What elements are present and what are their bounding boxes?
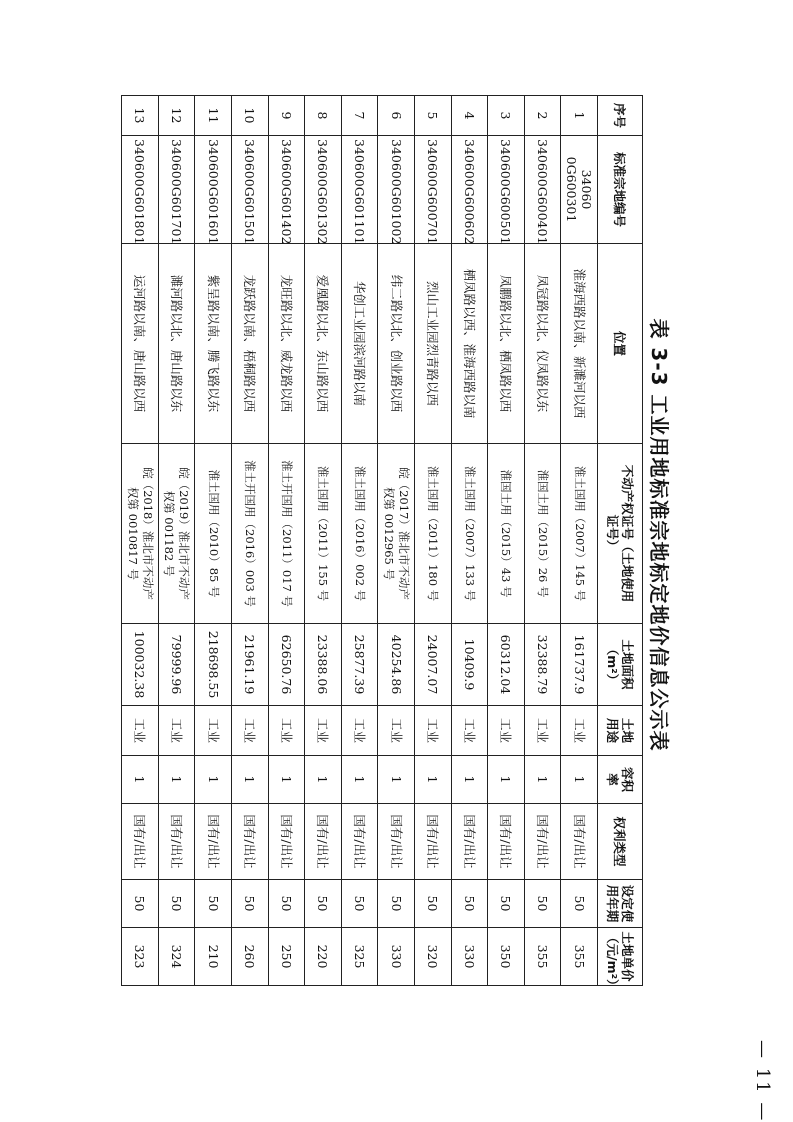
- cell-code: 340600G600602: [451, 136, 488, 244]
- cell-right: 国有/出让: [122, 804, 159, 880]
- cell-no: 11: [195, 96, 232, 136]
- table-header-row: [598, 96, 643, 986]
- cell-certificate-line1: 皖（2019）淮北市不动产: [177, 467, 192, 600]
- cell-right: 国有/出让: [488, 804, 525, 880]
- header-term-line2: 用年期: [605, 884, 620, 923]
- header-term-line1: 设定使: [620, 884, 635, 923]
- cell-certificate: [414, 444, 451, 624]
- table-row: [305, 96, 342, 986]
- cell-term: 50: [231, 880, 268, 928]
- cell-price: 355: [561, 928, 598, 986]
- cell-position: 纬二路以北、创业路以西: [378, 244, 415, 444]
- cell-far: 1: [524, 756, 561, 804]
- cell-price: 250: [268, 928, 305, 986]
- cell-use: 工业: [524, 706, 561, 756]
- cell-price: 210: [195, 928, 232, 986]
- cell-price: 320: [414, 928, 451, 986]
- cell-area: 10409.9: [451, 624, 488, 706]
- cell-far: 1: [158, 756, 195, 804]
- header-certificate: [598, 444, 643, 624]
- cell-position: 龙跃路以南、梧桐路以西: [231, 244, 268, 444]
- cell-right: 国有/出让: [341, 804, 378, 880]
- cell-right: 国有/出让: [378, 804, 415, 880]
- cell-right: 国有/出让: [305, 804, 342, 880]
- cell-term: 50: [561, 880, 598, 928]
- cell-certificate-line2: 权第 0010817 号: [125, 486, 140, 581]
- cell-area: 161737.9: [561, 624, 598, 706]
- cell-certificate-line1: 淮土国用（2007）133 号: [462, 465, 477, 602]
- cell-no: 1: [561, 96, 598, 136]
- cell-certificate-line1: 淮土国用（2016）002 号: [353, 465, 368, 602]
- cell-position: 烈山工业园烈青路以西: [414, 244, 451, 444]
- cell-code: 340600G600501: [488, 136, 525, 244]
- cell-far: 1: [378, 756, 415, 804]
- cell-code: 340600G601402: [268, 136, 305, 244]
- cell-certificate: [378, 444, 415, 624]
- cell-area: 23388.06: [305, 624, 342, 706]
- header-area-line1: 土地面积: [620, 639, 635, 690]
- cell-price: 324: [158, 928, 195, 986]
- land-price-table: [121, 95, 643, 992]
- cell-certificate-line1: 淮土开国用（2011）017 号: [279, 460, 294, 607]
- cell-area: 218698.55: [195, 624, 232, 706]
- cell-no: 3: [488, 96, 525, 136]
- cell-certificate: [524, 444, 561, 624]
- cell-use: 工业: [341, 706, 378, 756]
- cell-right: 国有/出让: [414, 804, 451, 880]
- cell-code: 340600G601302: [305, 136, 342, 244]
- cell-area: 24007.07: [414, 624, 451, 706]
- cell-certificate: [195, 444, 232, 624]
- header-code: 标准宗地编号: [598, 136, 643, 244]
- table-row: [488, 96, 525, 986]
- cell-price: 260: [231, 928, 268, 986]
- cell-certificate-line1: 淮土国用（2010）85 号: [206, 469, 221, 598]
- cell-position: 紫呈路以南、腾飞路以东: [195, 244, 232, 444]
- cell-code: 340600G600401: [524, 136, 561, 244]
- cell-right: 国有/出让: [524, 804, 561, 880]
- cell-certificate-line1: 淮国土用（2015）26 号: [536, 469, 551, 598]
- cell-area: 79999.96: [158, 624, 195, 706]
- cell-certificate-line2: 权第 0012965 号: [382, 486, 397, 581]
- cell-no: 12: [158, 96, 195, 136]
- header-certificate-line1: 不动产权证号（土地使用: [620, 464, 635, 603]
- cell-area: 25877.39: [341, 624, 378, 706]
- cell-area: 21961.19: [231, 624, 268, 706]
- cell-code: 340600G601501: [231, 136, 268, 244]
- cell-far: 1: [341, 756, 378, 804]
- cell-price: 330: [451, 928, 488, 986]
- cell-area: 32388.79: [524, 624, 561, 706]
- cell-code: 340600G601101: [341, 136, 378, 244]
- cell-certificate: [451, 444, 488, 624]
- header-right: 权利类型: [598, 804, 643, 880]
- header-use: [598, 706, 643, 756]
- cell-term: 50: [488, 880, 525, 928]
- cell-no: 4: [451, 96, 488, 136]
- cell-term: 50: [268, 880, 305, 928]
- cell-code: 340600G601601: [195, 136, 232, 244]
- cell-certificate: [341, 444, 378, 624]
- cell-no: 2: [524, 96, 561, 136]
- header-price-line1: 土地单价: [620, 931, 635, 982]
- table-row: [122, 96, 159, 986]
- cell-certificate: [122, 444, 159, 624]
- table-row: [378, 96, 415, 986]
- table-row: [451, 96, 488, 986]
- cell-use: 工业: [268, 706, 305, 756]
- cell-certificate-line1: 淮土开国用（2016）003 号: [243, 460, 258, 607]
- header-price: [598, 928, 643, 992]
- table-row: [268, 96, 305, 986]
- cell-code: 340600G601701: [158, 136, 195, 244]
- cell-term: 50: [158, 880, 195, 928]
- cell-certificate-line1: 皖（2018）淮北市不动产: [140, 467, 155, 600]
- cell-right: 国有/出让: [268, 804, 305, 880]
- header-use-line2: 用途: [605, 717, 620, 743]
- cell-certificate-line1: 淮土国用（2011）180 号: [426, 465, 441, 602]
- table-row: [524, 96, 561, 986]
- cell-price: 350: [488, 928, 525, 986]
- cell-price: 355: [524, 928, 561, 986]
- header-certificate-line2: 证号）: [605, 514, 620, 553]
- cell-far: 1: [488, 756, 525, 804]
- cell-code: 340600G600701: [414, 136, 451, 244]
- page-number: — 11 —: [752, 1040, 773, 1122]
- cell-no: 8: [305, 96, 342, 136]
- cell-position: 栖凤路以西、淮海西路以南: [451, 244, 488, 444]
- cell-certificate-line1: 淮国土用（2015）43 号: [499, 469, 514, 598]
- cell-position: 龙旺路以北、威龙路以西: [268, 244, 305, 444]
- cell-certificate: [488, 444, 525, 624]
- header-far-line1: 容积: [620, 766, 635, 792]
- table-row: [158, 96, 195, 986]
- cell-code: 34060​0G600301: [561, 136, 598, 244]
- cell-position: 华创工业园滨河路以南: [341, 244, 378, 444]
- cell-use: 工业: [451, 706, 488, 756]
- cell-use: 工业: [414, 706, 451, 756]
- cell-term: 50: [122, 880, 159, 928]
- header-no: 序号: [598, 96, 643, 136]
- cell-code: 340600G601002: [378, 136, 415, 244]
- cell-use: 工业: [231, 706, 268, 756]
- cell-right: 国有/出让: [195, 804, 232, 880]
- cell-area: 60312.04: [488, 624, 525, 706]
- header-use-line1: 土地: [620, 717, 635, 743]
- cell-right: 国有/出让: [231, 804, 268, 880]
- cell-certificate: [268, 444, 305, 624]
- cell-position: 凤鹏路以北、栖凤路以西: [488, 244, 525, 444]
- cell-far: 1: [561, 756, 598, 804]
- cell-far: 1: [451, 756, 488, 804]
- header-area-line2: （m²）: [605, 642, 620, 687]
- table-row: [341, 96, 378, 986]
- cell-use: 工业: [561, 706, 598, 756]
- cell-code: 340600G601801: [122, 136, 159, 244]
- cell-use: 工业: [305, 706, 342, 756]
- header-price-line2: （元/m²）: [605, 931, 620, 992]
- cell-certificate: [561, 444, 598, 624]
- cell-no: 9: [268, 96, 305, 136]
- cell-price: 330: [378, 928, 415, 986]
- header-far-line2: 率: [605, 773, 620, 786]
- cell-term: 50: [378, 880, 415, 928]
- header-area: [598, 624, 643, 706]
- cell-far: 1: [231, 756, 268, 804]
- cell-far: 1: [305, 756, 342, 804]
- cell-position: 淮海西路以南、新濉河以西: [561, 244, 598, 444]
- cell-area: 40254.86: [378, 624, 415, 706]
- cell-position: 濉河路以北、唐山路以东: [158, 244, 195, 444]
- cell-right: 国有/出让: [561, 804, 598, 880]
- header-term: [598, 880, 643, 928]
- cell-position: 运河路以南、唐山路以西: [122, 244, 159, 444]
- cell-term: 50: [451, 880, 488, 928]
- cell-certificate-line1: 淮土国用（2011）155 号: [316, 465, 331, 602]
- cell-certificate: [231, 444, 268, 624]
- cell-price: 323: [122, 928, 159, 986]
- cell-position: 凤冠路以北、仪凤路以东: [524, 244, 561, 444]
- cell-term: 50: [524, 880, 561, 928]
- header-far: [598, 756, 643, 804]
- cell-area: 100032.38: [122, 624, 159, 706]
- cell-term: 50: [305, 880, 342, 928]
- cell-far: 1: [268, 756, 305, 804]
- cell-area: 62650.76: [268, 624, 305, 706]
- cell-term: 50: [195, 880, 232, 928]
- cell-far: 1: [414, 756, 451, 804]
- cell-use: 工业: [488, 706, 525, 756]
- cell-position: 爱凰路以北、东山路以西: [305, 244, 342, 444]
- cell-price: 325: [341, 928, 378, 986]
- cell-use: 工业: [122, 706, 159, 756]
- cell-no: 6: [378, 96, 415, 136]
- cell-certificate-line1: 皖（2017）淮北市不动产: [397, 467, 412, 600]
- header-position: 位置: [598, 244, 643, 444]
- table-row: [561, 96, 598, 986]
- cell-certificate-line2: 权第 001182 号: [162, 490, 177, 577]
- cell-use: 工业: [158, 706, 195, 756]
- cell-certificate-line1: 淮土国用（2007）145 号: [572, 465, 587, 602]
- cell-term: 50: [414, 880, 451, 928]
- table-row: [414, 96, 451, 986]
- cell-right: 国有/出让: [451, 804, 488, 880]
- cell-no: 7: [341, 96, 378, 136]
- table-row: [231, 96, 268, 986]
- table-row: [195, 96, 232, 986]
- cell-use: 工业: [378, 706, 415, 756]
- cell-far: 1: [195, 756, 232, 804]
- cell-certificate: [305, 444, 342, 624]
- cell-no: 5: [414, 96, 451, 136]
- cell-certificate: [158, 444, 195, 624]
- cell-use: 工业: [195, 706, 232, 756]
- cell-term: 50: [341, 880, 378, 928]
- cell-price: 220: [305, 928, 342, 986]
- cell-far: 1: [122, 756, 159, 804]
- cell-no: 10: [231, 96, 268, 136]
- cell-right: 国有/出让: [158, 804, 195, 880]
- cell-no: 13: [122, 96, 159, 136]
- table-title: 表 3-3 工业用地标准宗地标定地价信息公示表: [647, 318, 671, 752]
